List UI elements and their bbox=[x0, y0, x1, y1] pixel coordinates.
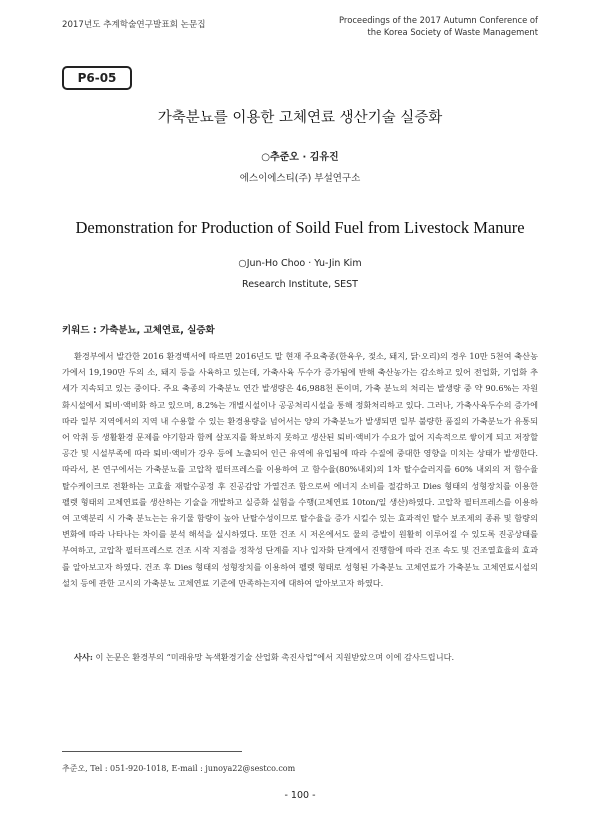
proceedings-title-en bbox=[339, 14, 538, 38]
affiliation-en: Research Institute, SEST bbox=[242, 279, 358, 290]
acknowledgement-text: 이 논문은 환경부의 “미래유망 녹색환경기술 산업화 촉진사업”에서 지원받았으며 이에 감사드립니다. bbox=[95, 652, 455, 662]
proceedings-line-1: Proceedings of the 2017 Autumn Conference of bbox=[339, 15, 538, 25]
acknowledgement-label: 사사: bbox=[74, 652, 93, 662]
proceedings-title-ko: 2017년도 추계학술연구발표회 논문집 bbox=[62, 20, 206, 30]
paper-id-badge: P6-05 bbox=[62, 66, 132, 90]
page-number: - 100 - bbox=[284, 790, 316, 801]
affiliation-ko: 에스이에스티(주) 부설연구소 bbox=[239, 173, 361, 184]
proceedings-line-2: the Korea Society of Waste Management bbox=[367, 27, 538, 37]
paper-title-ko: 가축분뇨를 이용한 고체연료 생산기술 실증화 bbox=[157, 110, 443, 126]
keywords: 키워드 : 가축분뇨, 고체연료, 실증화 bbox=[62, 325, 215, 336]
abstract-body: 환경부에서 발간한 2016 환경백서에 따르면 2016년도 말 현재 주요축종(한육우, 젖소, 돼지, 닭·오리)의 경우 10만 5천여 축산농가에서 19,190만 두의 소, 돼지 등을 사육하고 있는데, 가축사육 두수가 증가됨에 반해 축산농가는 감소하고 있어 전업화, 기업화 추세가 지속되고 있는 중이다. 주요 축종의 가축분뇨 연간 발생량은 46,988천 톤이며, 가축 분뇨의 처리는 발생량 중 약 90.6%는 자원화시설에서 퇴비·액비화 하고 있으며, 8.2%는 개별시설이나 공공처리시설을 통해 정화처리하고 있다. 그러나, 가축사육두수의 증가에 따라 일부 지역에서의 지역 내 수용할 수 있는 환경용량을 넘어서는 양의 가축분뇨가 발생되면 일부 불량한 품질의 가축분뇨가 유통되어 악취 등 생활환경 문제를 야기함과 함께 살포지를 확보하지 못하고 생산된 퇴비·액비가 수요가 없어 지속적으로 쌓이게 되고 저장할 공간 및 시설부족에 따라 퇴비·액비가 강우 등에 노출되어 인근 유역에 유입됨에 따라 수질에 중대한 영향을 미치는 상태가 발생한다. 따라서, 본 연구에서는 가축분뇨를 고압착 필터프레스를 이용하여 고 함수율(80%내외)의 1차 탈수슬러지를 60% 내외의 저 함수율 탈수케이크로 전환하는 고효율 재탈수공정 후 진공감압 가열건조 함으로써 에너지 소비를 절감하고 Dies 형태의 성형장치를 이용한 펠렛 형태의 고체연료를 생산하는 기술을 개발하고 실증화 실험을 수행(고체연료 10ton/일 생산)하였다. 고압착 필터프레스를 이용하여 고액분리 시 가축 분뇨는는 유기물 함량이 높아 난탈수성이므로 탈수율을 증가 시킬수 있는 효과적인 탈수 보조제의 종류 및 함량의 변화에 따라 나타나는 차이를 분석 해석을 실시하였다. 또한 건조 시 저온에서도 물의 증발이 원활히 이루어질 수 있도록 진공상태를 부여하고, 고압착 필터프레스로 건조 시작 지점을 정착성 단계를 지나 입자화 단계에서 진행함에 따라 건조 속도 및 건조열효율의 효과를 알아보고자 하였다. 건조 후 Dies 형태의 성형장치를 이용하여 펠렛 형태로 성형된 가축분뇨 고체연료가 가축분뇨 고체연료시설의 설치 등에 관한 고시의 가축분뇨 고체연료 기준에 만족하는지에 대하여 알아보고자 하였다. bbox=[62, 351, 538, 588]
corresponding-author-footnote: 추준오, Tel : 051-920-1018, E-mail : junoya22@sestco.com bbox=[62, 764, 296, 773]
authors-en: ○Jun-Ho Choo · Yu-Jin Kim bbox=[238, 258, 362, 269]
footnote-divider bbox=[62, 751, 242, 752]
authors-ko: ○추준오 · 김유진 bbox=[261, 152, 339, 163]
paper-title-en: Demonstration for Production of Soild Fuel from Livestock Manure bbox=[75, 218, 525, 237]
acknowledgement bbox=[62, 652, 538, 663]
